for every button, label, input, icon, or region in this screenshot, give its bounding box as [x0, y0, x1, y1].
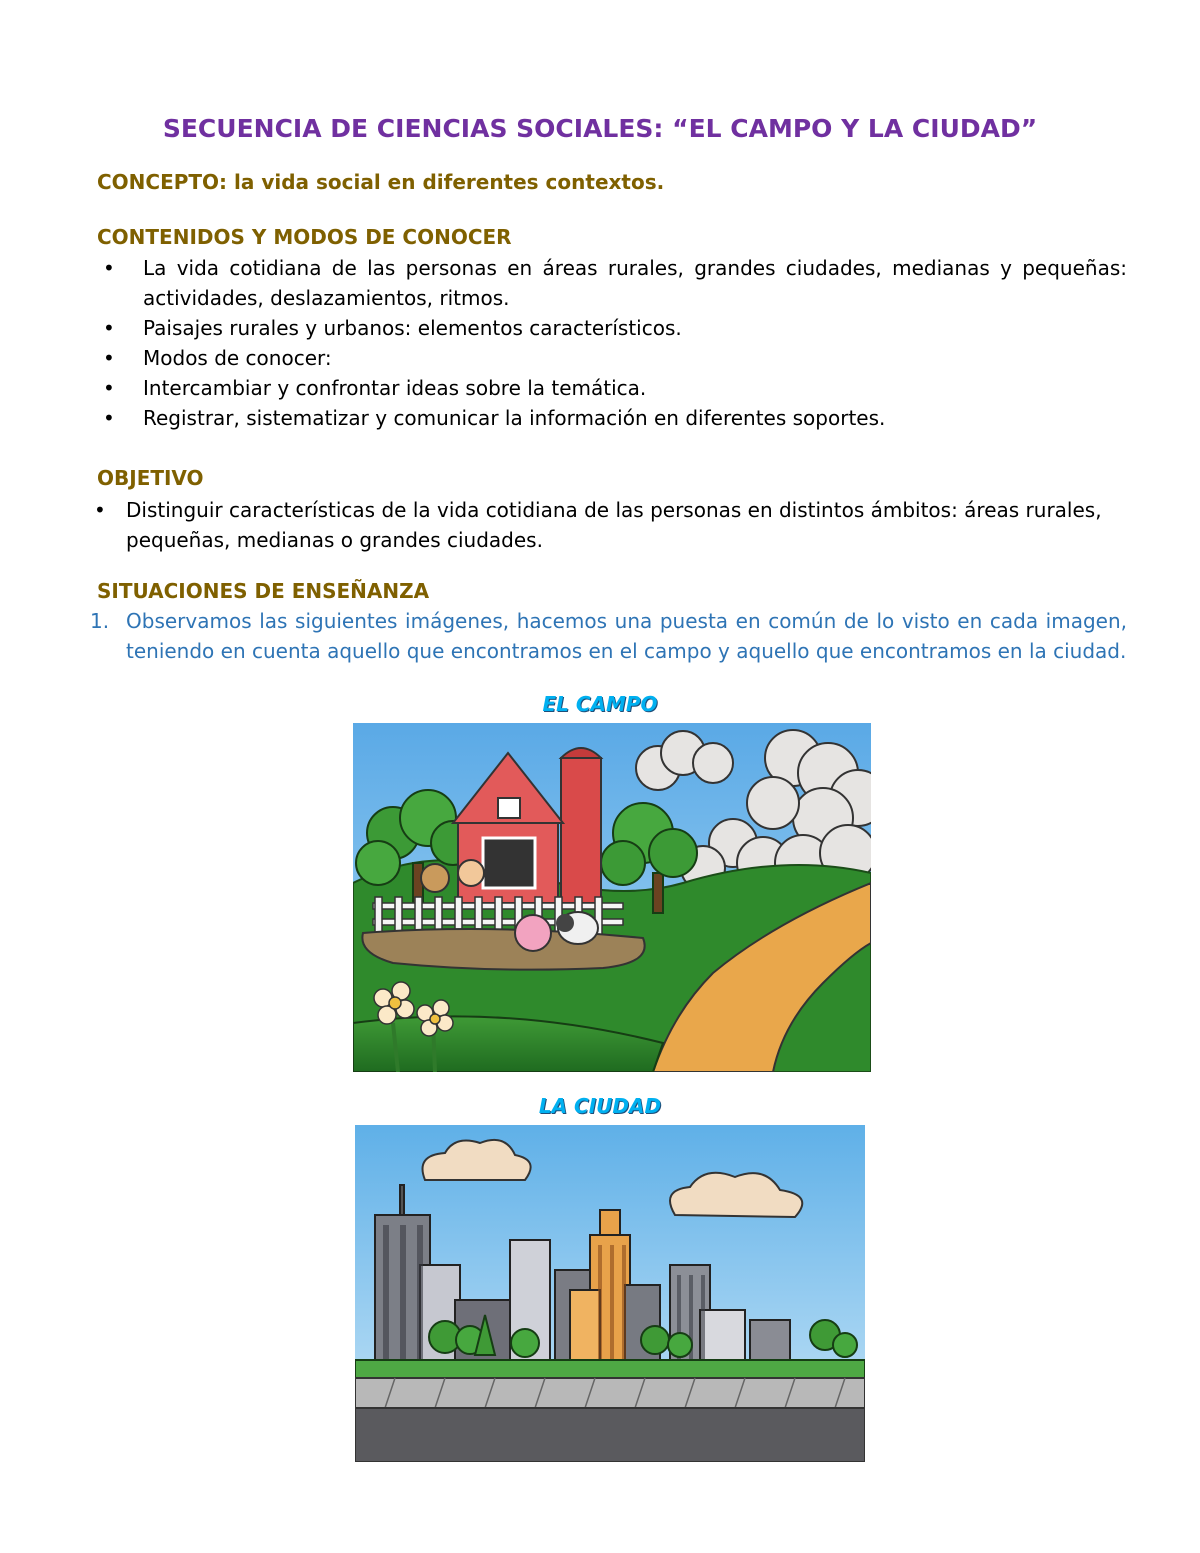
list-item: • Registrar, sistematizar y comunicar la información en diferentes soportes.: [97, 403, 1127, 433]
situaciones-list: [90, 606, 1127, 666]
ciudad-caption: LA CIUDAD: [538, 1094, 662, 1118]
contenidos-heading: CONTENIDOS Y MODOS DE CONOCER: [97, 225, 512, 249]
situaciones-heading: SITUACIONES DE ENSEÑANZA: [97, 579, 430, 603]
list-item: • Paisajes rurales y urbanos: elementos característicos.: [97, 313, 1127, 343]
contenidos-list: [97, 253, 1127, 433]
ciudad-image: [355, 1125, 865, 1462]
concepto-label: CONCEPTO:: [97, 170, 228, 194]
objetivo-heading: OBJETIVO: [97, 466, 204, 490]
list-item: • Intercambiar y confrontar ideas sobre la temática.: [97, 373, 1127, 403]
list-item: • La vida cotidiana de las personas en áreas rurales, grandes ciudades, medianas y pequeñas: actividades, deslazamientos, ritmos.: [97, 253, 1127, 313]
list-number: 1.: [90, 609, 110, 633]
list-item: • Distinguir características de la vida cotidiana de las personas en distintos ámbitos: áreas rurales, pequeñas, medianas o grandes ciudades.: [88, 495, 1128, 555]
concepto-line: [97, 170, 664, 194]
document-title: SECUENCIA DE CIENCIAS SOCIALES: “EL CAMPO Y LA CIUDAD”: [162, 114, 1038, 143]
list-item: • Modos de conocer:: [97, 343, 1127, 373]
campo-caption: EL CAMPO: [542, 692, 658, 716]
campo-image: [353, 723, 871, 1072]
list-item-text: Observamos las siguientes imágenes, hacemos una puesta en común de lo visto en cada imagen, teniendo en cuenta aquello que encontramos en el campo y aquello que encontramos en la ciudad.: [126, 609, 1127, 663]
objetivo-list: [88, 495, 1128, 555]
list-item: [90, 606, 1127, 666]
concepto-value: la vida social en diferentes contextos.: [234, 170, 665, 194]
